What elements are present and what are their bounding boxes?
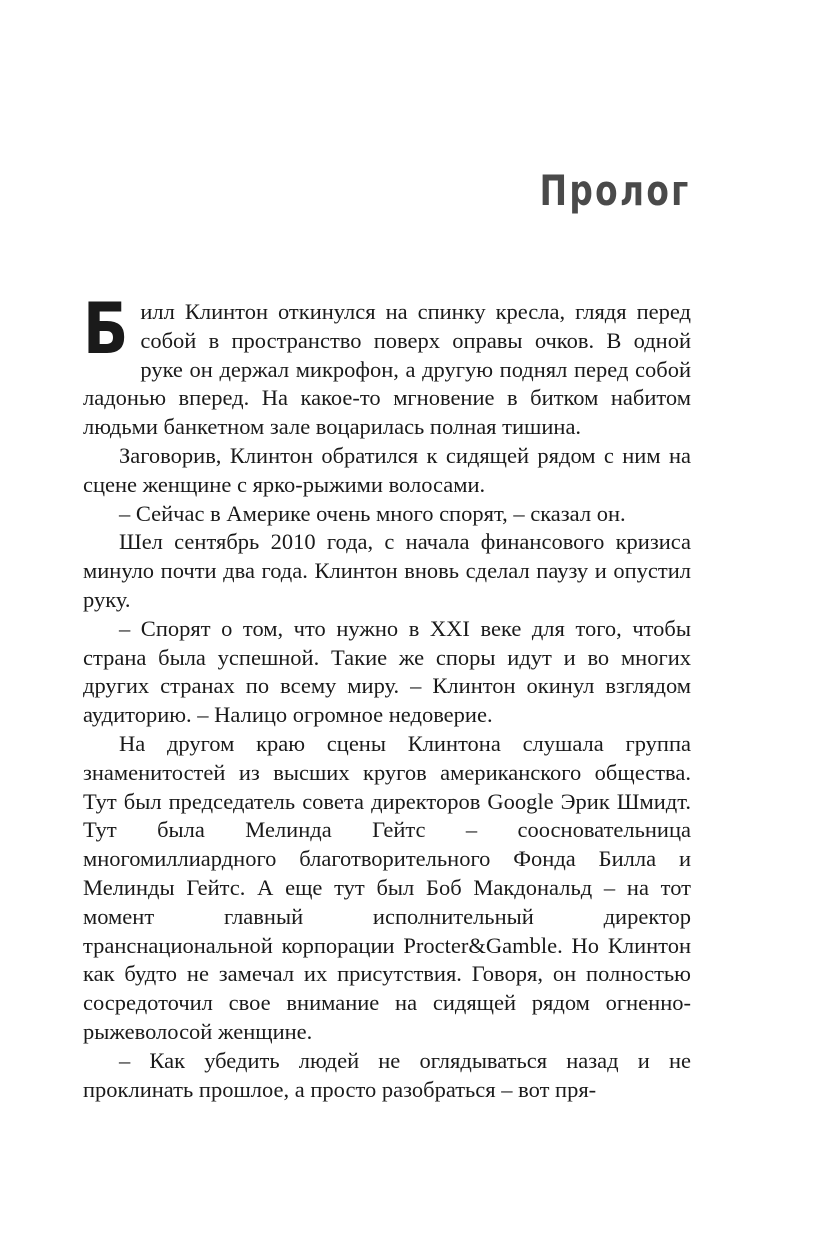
body-text — [83, 288, 691, 1104]
drop-cap: Б — [83, 288, 129, 370]
paragraph: – Сейчас в Америке очень много спорят, – сказал он. — [119, 500, 626, 526]
chapter-title: Пролог — [539, 166, 691, 215]
paragraph: Шел сентябрь 2010 года, с начала финансового кризиса минуло почти два года. Клинтон вновь сделал паузу и опустил руку. — [83, 529, 691, 612]
paragraph-text: илл Клинтон откинулся на спинку кресла, глядя перед собой в пространство поверх оправы очков. В одной руке он держал микрофон, а другую поднял перед собой ладонью вперед. На какое-то мгновение в битком набитом людьми банкетном зале воцарилась полная тишина. — [83, 299, 691, 440]
paragraph: На другом краю сцены Клинтона слушала группа знаменитостей из высших кругов американского общества. Тут был председатель совета директоров Google Эрик Шмидт. Тут была Мелинда Гейтс – соосновательница многомиллиардного благотворительного Фонда Билла и Мелинды Гейтс. А еще тут был Боб Макдональд – на тот момент главный исполнительный директор транснациональной корпорации Procter&Gamble. Но Клинтон как будто не замечал их присутствия. Говоря, он полностью сосредоточил свое внимание на сидящей рядом огненно-рыжеволосой женщине. — [83, 730, 691, 1044]
paragraph — [83, 288, 691, 442]
paragraph: – Спорят о том, что нужно в XXI веке для того, чтобы страна была успешной. Такие же споры идут и во многих других странах по всему миру. – Клинтон окинул взглядом аудиторию. – Налицо огромное недоверие. — [83, 615, 691, 728]
paragraph: – Как убедить людей не оглядываться назад и не проклинать прошлое, а просто разобраться – вот пря- — [83, 1047, 691, 1102]
paragraph: Заговорив, Клинтон обратился к сидящей рядом с ним на сцене женщине с ярко-рыжими волосами. — [83, 442, 691, 497]
